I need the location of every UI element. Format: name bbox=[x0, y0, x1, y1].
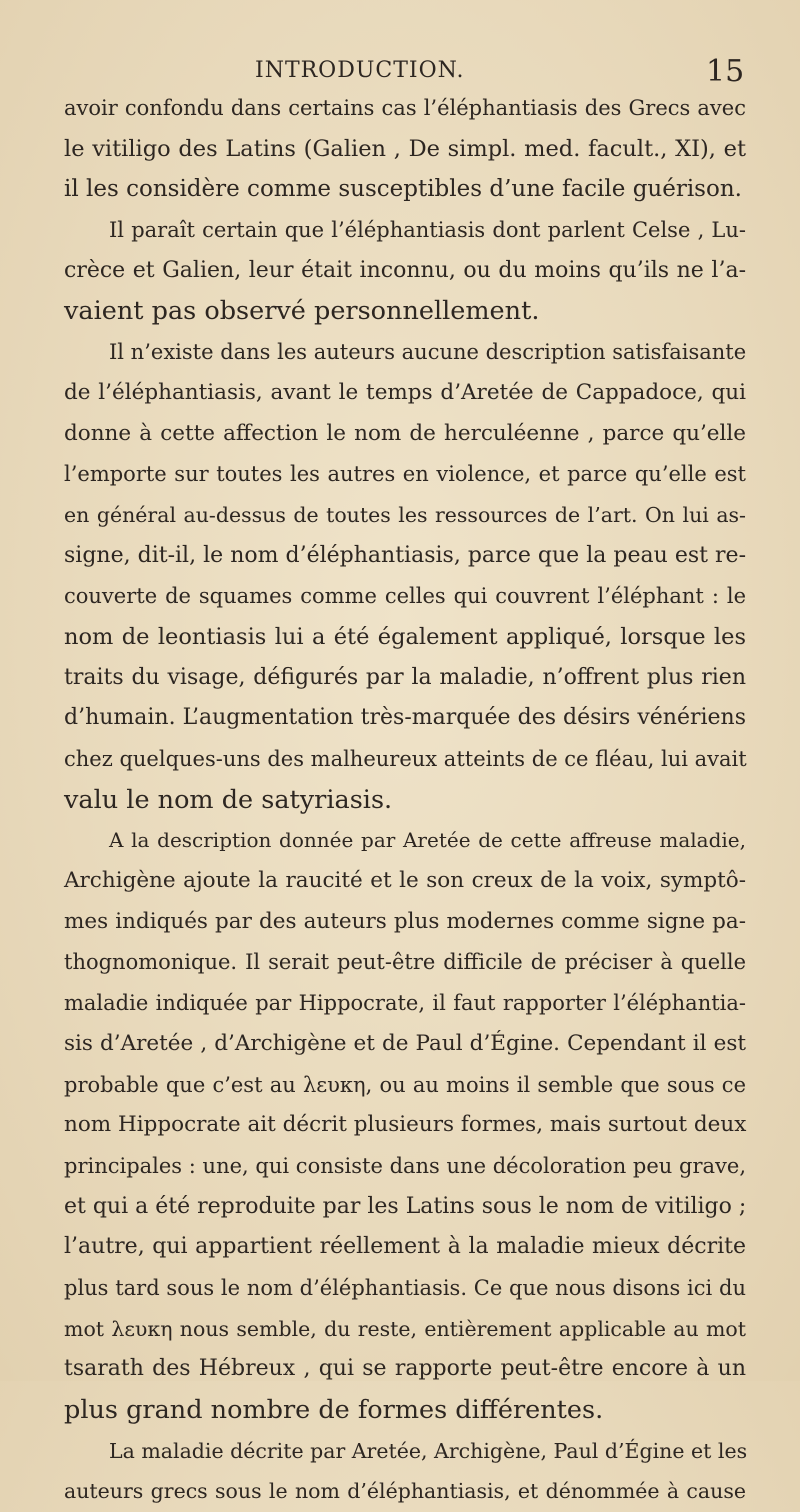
text-line: Il n’existe dans les auteurs aucune description satisfaisante bbox=[109, 340, 747, 365]
running-title: INTRODUCTION. bbox=[255, 58, 465, 83]
text-line: signe, dit-il, le nom d’éléphantiasis, parce que la peau est re- bbox=[64, 542, 746, 568]
text-line: d’humain. L’augmentation très-marquée des désirs vénériens bbox=[64, 705, 746, 731]
text-line: l’emporte sur toutes les autres en violence, et parce qu’elle est bbox=[64, 462, 746, 487]
text-line: Il paraît certain que l’éléphantiasis dont parlent Celse , Lu- bbox=[109, 218, 746, 243]
body-text bbox=[64, 88, 746, 1512]
text-line: couverte de squames comme celles qui couvrent l’éléphant : le bbox=[64, 584, 746, 609]
text-line: La maladie décrite par Aretée, Archigène, Paul d’Égine et les bbox=[109, 1438, 748, 1463]
text-line: l’autre, qui appartient réellement à la maladie mieux décrite bbox=[64, 1234, 746, 1260]
text-line: de l’éléphantiasis, avant le temps d’Aretée de Cappadoce, qui bbox=[64, 379, 746, 405]
text-line: A la description donnée par Aretée de cette affreuse maladie, bbox=[109, 828, 746, 853]
text-line: nom de leontiasis lui a été également appliqué, lorsque les bbox=[64, 623, 746, 650]
text-line: nom Hippocrate ait décrit plusieurs formes, mais surtout deux bbox=[64, 1112, 747, 1138]
text-line: chez quelques-uns des malheureux atteints de ce fléau, lui avait bbox=[64, 747, 747, 771]
text-line: plus tard sous le nom d’éléphantiasis. Ce que nous disons ici du bbox=[64, 1275, 746, 1300]
text-line: mot λευκη nous semble, du reste, entièrement applicable au mot bbox=[64, 1316, 746, 1341]
text-line: donne à cette affection le nom de herculéenne , parce qu’elle bbox=[64, 420, 746, 446]
text-line: plus grand nombre de formes différentes. bbox=[64, 1395, 604, 1425]
page-number: 15 bbox=[706, 54, 745, 89]
text-line: traits du visage, défigurés par la maladie, n’offrent plus rien bbox=[64, 664, 746, 690]
text-line: avoir confondu dans certains cas l’éléphantiasis des Grecs avec bbox=[64, 96, 746, 120]
text-line: Archigène ajoute la raucité et le son creux de la voix, symptô- bbox=[64, 868, 746, 894]
text-line: et qui a été reproduite par les Latins sous le nom de vitiligo ; bbox=[64, 1193, 747, 1219]
text-line: sis d’Aretée , d’Archigène et de Paul d’Égine. Cependant il est bbox=[64, 1030, 746, 1056]
text-line: valu le nom de satyriasis. bbox=[64, 784, 393, 815]
text-line: le vitiligo des Latins (Galien , De simpl. med. facult., XI), et bbox=[64, 135, 746, 162]
text-line: tsarath des Hébreux , qui se rapporte peut-être encore à un bbox=[64, 1356, 746, 1382]
text-line: auteurs grecs sous le nom d’éléphantiasis, et dénommée à cause bbox=[64, 1479, 746, 1504]
text-line: thognomonique. Il serait peut-être difficile de préciser à quelle bbox=[64, 950, 746, 975]
text-line: vaient pas observé personnellement. bbox=[64, 296, 540, 327]
text-line: probable que c’est au λευκη, ou au moins il semble que sous ce bbox=[64, 1072, 746, 1097]
text-line: crèce et Galien, leur était inconnu, ou du moins qu’ils ne l’a- bbox=[64, 257, 746, 283]
text-line: principales : une, qui consiste dans une décoloration peu grave, bbox=[64, 1153, 746, 1178]
text-line: en général au-dessus de toutes les ressources de l’art. On lui as- bbox=[64, 502, 746, 527]
text-line: mes indiqués par des auteurs plus modernes comme signe pa- bbox=[64, 908, 746, 934]
text-line: il les considère comme susceptibles d’une facile guérison. bbox=[64, 176, 742, 203]
text-line: maladie indiquée par Hippocrate, il faut rapporter l’éléphantia- bbox=[64, 991, 746, 1016]
